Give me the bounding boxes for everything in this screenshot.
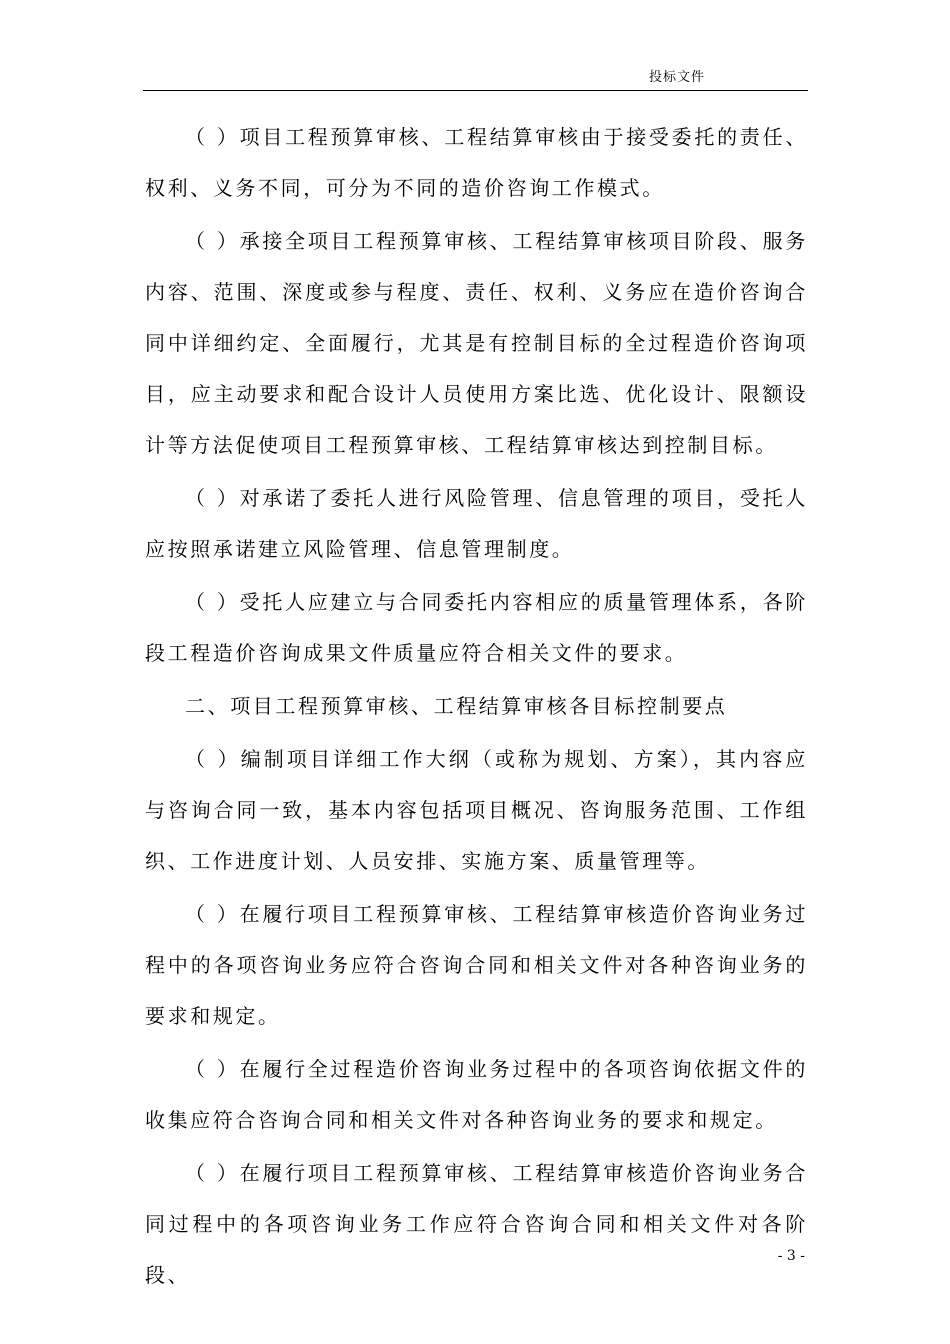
paragraph: （ ）受托人应建立与合同委托内容相应的质量管理体系，各阶段工程造价咨询成果文件质量应符合相关文件的要求。	[145, 590, 808, 665]
paragraph: （ ）在履行全过程造价咨询业务过程中的各项咨询依据文件的收集应符合咨询合同和相关文件对各种咨询业务的要求和规定。	[145, 1057, 808, 1132]
paragraph: （ ）编制项目详细工作大纲（或称为规划、方案），其内容应与咨询合同一致，基本内容包括项目概况、咨询服务范围、工作组织、工作进度计划、人员安排、实施方案、质量管理等。	[145, 747, 808, 873]
page-number: - 3 -	[777, 1248, 805, 1264]
paragraph: （ ）在履行项目工程预算审核、工程结算审核造价咨询业务合同过程中的各项咨询业务工作应符合咨询合同和相关文件对各阶段、	[145, 1161, 808, 1287]
paragraph: （ ）承接全项目工程预算审核、工程结算审核项目阶段、服务内容、范围、深度或参与程度、责任、权利、义务应在造价咨询合同中详细约定、全面履行，尤其是有控制目标的全过程造价咨询项目，应主动要求和配合设计人员使用方案比选、优化设计、限额设计等方法促使项目工程预算审核、工程结算审核达到控制目标。	[145, 229, 808, 457]
header-title: 投标文件	[648, 70, 705, 85]
page-header	[143, 68, 808, 91]
section-heading: 二、项目工程预算审核、工程结算审核各目标控制要点	[185, 694, 728, 718]
document-body	[145, 112, 808, 1303]
paragraph: （ ）对承诺了委托人进行风险管理、信息管理的项目，受托人应按照承诺建立风险管理、信息管理制度。	[145, 486, 808, 561]
paragraph: （ ）项目工程预算审核、工程结算审核由于接受委托的责任、权利、义务不同，可分为不同的造价咨询工作模式。	[145, 125, 808, 200]
paragraph: （ ）在履行项目工程预算审核、工程结算审核造价咨询业务过程中的各项咨询业务应符合咨询合同和相关文件对各种咨询业务的要求和规定。	[145, 902, 808, 1028]
